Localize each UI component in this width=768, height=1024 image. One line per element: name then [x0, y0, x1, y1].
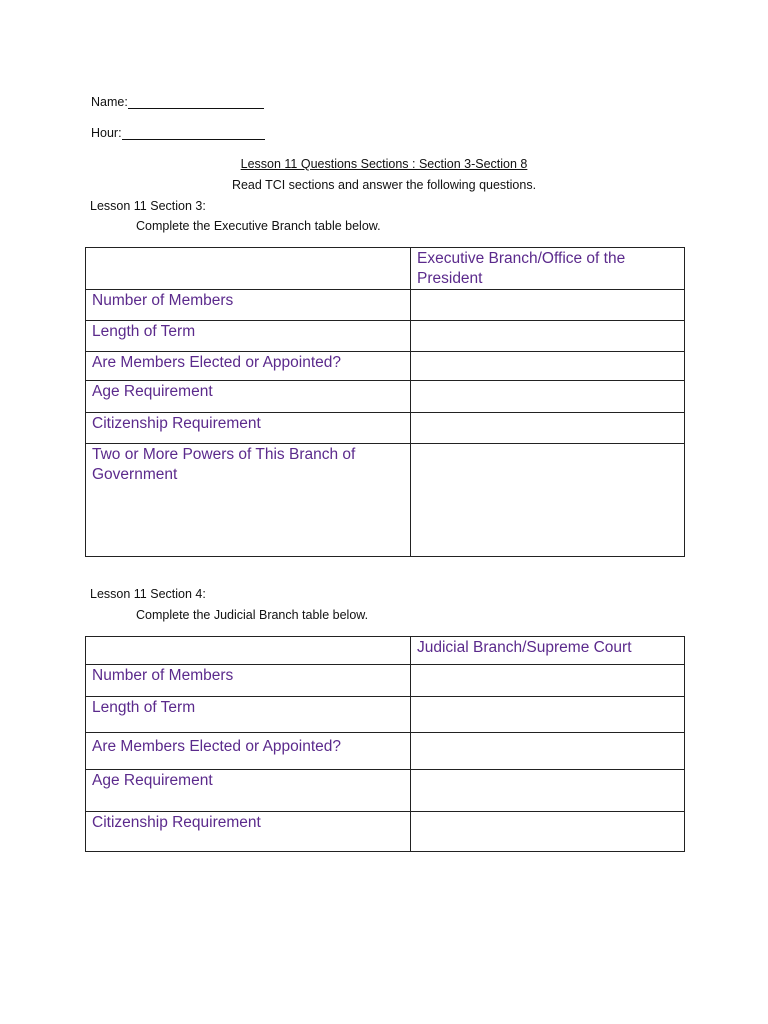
answer-cell[interactable]	[411, 321, 685, 352]
hour-field[interactable]	[91, 126, 265, 140]
row-label: Age Requirement	[86, 381, 411, 413]
header-empty-cell	[86, 637, 411, 665]
table-header-row	[86, 248, 685, 290]
name-blank[interactable]	[128, 96, 264, 109]
header-empty-cell	[86, 248, 411, 290]
name-field[interactable]	[91, 95, 264, 109]
row-label: Length of Term	[86, 321, 411, 352]
section3-instruction: Complete the Executive Branch table below.	[136, 219, 381, 233]
answer-cell[interactable]	[411, 352, 685, 381]
row-label: Are Members Elected or Appointed?	[86, 352, 411, 381]
judicial-branch-table	[85, 636, 685, 852]
table-row	[86, 444, 685, 557]
table-row	[86, 665, 685, 697]
answer-cell[interactable]	[411, 290, 685, 321]
column-header: Executive Branch/Office of the President	[417, 250, 626, 287]
table-row	[86, 812, 685, 852]
executive-branch-table	[85, 247, 685, 557]
row-label: Two or More Powers of This Branch of Government	[86, 444, 411, 557]
answer-cell[interactable]	[411, 697, 685, 733]
answer-cell[interactable]	[411, 413, 685, 444]
section4-heading: Lesson 11 Section 4:	[90, 587, 206, 601]
worksheet-instructions: Read TCI sections and answer the following questions.	[231, 178, 537, 192]
row-label: Length of Term	[86, 697, 411, 733]
header-cell	[411, 248, 685, 290]
row-label: Number of Members	[86, 665, 411, 697]
answer-cell[interactable]	[411, 733, 685, 770]
name-label: Name:	[91, 95, 128, 109]
row-label: Citizenship Requirement	[86, 413, 411, 444]
row-label: Age Requirement	[86, 770, 411, 812]
section3-heading: Lesson 11 Section 3:	[90, 199, 206, 213]
hour-blank[interactable]	[122, 127, 265, 140]
header-cell	[411, 637, 685, 665]
answer-cell[interactable]	[411, 665, 685, 697]
table-row	[86, 290, 685, 321]
table-row	[86, 381, 685, 413]
hour-label: Hour:	[91, 126, 122, 140]
answer-cell[interactable]	[411, 770, 685, 812]
table-header-row	[86, 637, 685, 665]
answer-cell[interactable]	[411, 381, 685, 413]
row-label: Citizenship Requirement	[86, 812, 411, 852]
table-row	[86, 770, 685, 812]
table-row	[86, 352, 685, 381]
answer-cell[interactable]	[411, 444, 685, 557]
row-label: Are Members Elected or Appointed?	[86, 733, 411, 770]
section4-instruction: Complete the Judicial Branch table below.	[136, 608, 369, 622]
table-row	[86, 697, 685, 733]
table-row	[86, 321, 685, 352]
table-row	[86, 413, 685, 444]
table-row	[86, 733, 685, 770]
row-label: Number of Members	[86, 290, 411, 321]
answer-cell[interactable]	[411, 812, 685, 852]
column-header: Judicial Branch/Supreme Court	[417, 639, 632, 656]
worksheet-title: Lesson 11 Questions Sections : Section 3-Section 8	[240, 157, 528, 171]
